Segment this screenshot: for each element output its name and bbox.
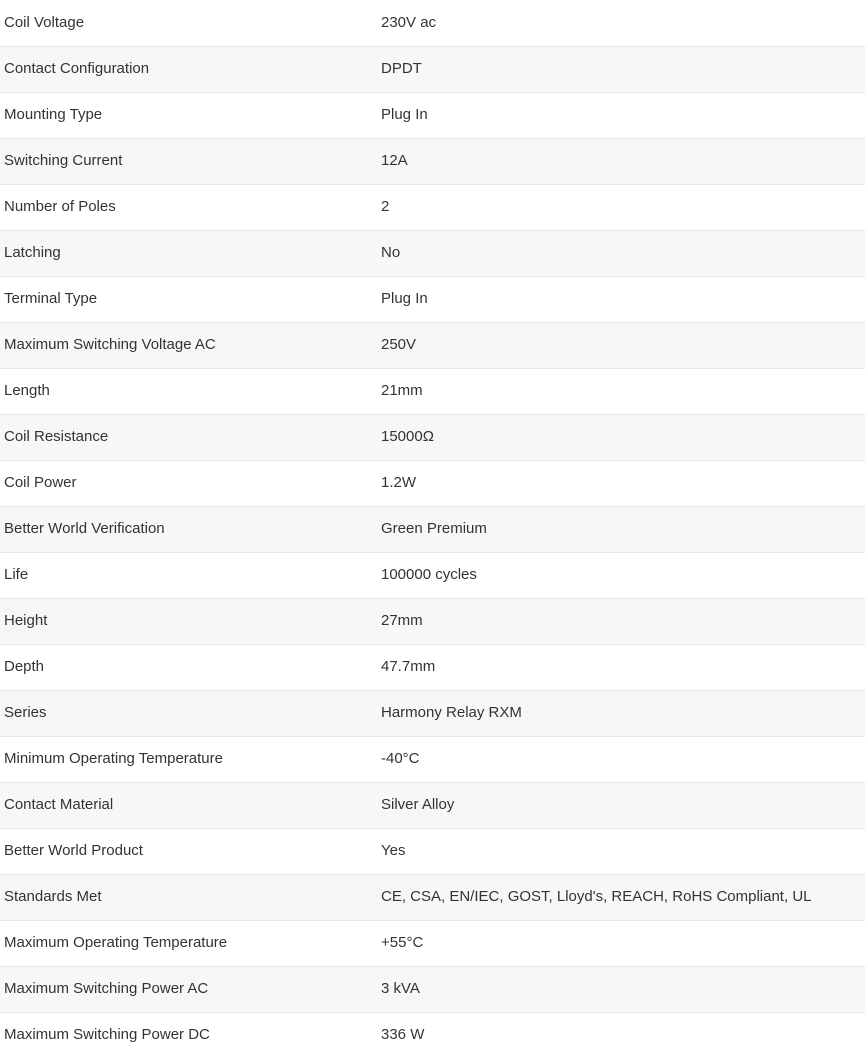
spec-row-min-operating-temperature	[0, 736, 865, 782]
spec-row-depth	[0, 644, 865, 690]
spec-row-series	[0, 690, 865, 736]
spec-label: Contact Material	[0, 782, 381, 828]
spec-label: Height	[0, 598, 381, 644]
spec-label: Standards Met	[0, 874, 381, 920]
spec-value: 12A	[381, 138, 865, 184]
spec-label: Number of Poles	[0, 184, 381, 230]
spec-label: Maximum Operating Temperature	[0, 920, 381, 966]
spec-row-mounting-type	[0, 92, 865, 138]
spec-label: Depth	[0, 644, 381, 690]
spec-row-coil-resistance	[0, 414, 865, 460]
spec-row-coil-power	[0, 460, 865, 506]
spec-value: DPDT	[381, 46, 865, 92]
spec-row-terminal-type	[0, 276, 865, 322]
spec-row-latching	[0, 230, 865, 276]
spec-value: Plug In	[381, 276, 865, 322]
spec-label: Better World Verification	[0, 506, 381, 552]
spec-label: Maximum Switching Voltage AC	[0, 322, 381, 368]
spec-label: Contact Configuration	[0, 46, 381, 92]
spec-row-length	[0, 368, 865, 414]
spec-row-max-switching-power-dc	[0, 1012, 865, 1052]
spec-value: 47.7mm	[381, 644, 865, 690]
spec-row-number-of-poles	[0, 184, 865, 230]
spec-label: Minimum Operating Temperature	[0, 736, 381, 782]
spec-value: 250V	[381, 322, 865, 368]
spec-row-switching-current	[0, 138, 865, 184]
spec-row-height	[0, 598, 865, 644]
spec-value: 27mm	[381, 598, 865, 644]
spec-label: Latching	[0, 230, 381, 276]
spec-value: 1.2W	[381, 460, 865, 506]
spec-value: 15000Ω	[381, 414, 865, 460]
spec-row-max-switching-power-ac	[0, 966, 865, 1012]
spec-label: Mounting Type	[0, 92, 381, 138]
spec-row-contact-configuration	[0, 46, 865, 92]
spec-value: Silver Alloy	[381, 782, 865, 828]
spec-row-better-world-verification	[0, 506, 865, 552]
spec-value: -40°C	[381, 736, 865, 782]
spec-row-max-operating-temperature	[0, 920, 865, 966]
spec-value: 3 kVA	[381, 966, 865, 1012]
spec-label: Length	[0, 368, 381, 414]
spec-row-life	[0, 552, 865, 598]
spec-label: Switching Current	[0, 138, 381, 184]
spec-row-contact-material	[0, 782, 865, 828]
spec-label: Coil Voltage	[0, 0, 381, 46]
spec-value: 230V ac	[381, 0, 865, 46]
spec-row-max-switching-voltage-ac	[0, 322, 865, 368]
spec-label: Maximum Switching Power DC	[0, 1012, 381, 1052]
spec-value: CE, CSA, EN/IEC, GOST, Lloyd's, REACH, RoHS Compliant, UL	[381, 874, 865, 920]
spec-label: Coil Resistance	[0, 414, 381, 460]
spec-label: Life	[0, 552, 381, 598]
spec-row-coil-voltage	[0, 0, 865, 46]
spec-value: 336 W	[381, 1012, 865, 1052]
spec-value: Yes	[381, 828, 865, 874]
spec-value: Plug In	[381, 92, 865, 138]
spec-label: Coil Power	[0, 460, 381, 506]
spec-value: Green Premium	[381, 506, 865, 552]
spec-value: 21mm	[381, 368, 865, 414]
spec-value: +55°C	[381, 920, 865, 966]
spec-value: Harmony Relay RXM	[381, 690, 865, 736]
spec-value: No	[381, 230, 865, 276]
spec-row-standards-met	[0, 874, 865, 920]
spec-label: Maximum Switching Power AC	[0, 966, 381, 1012]
spec-value: 100000 cycles	[381, 552, 865, 598]
spec-row-better-world-product	[0, 828, 865, 874]
spec-label: Better World Product	[0, 828, 381, 874]
spec-label: Series	[0, 690, 381, 736]
spec-label: Terminal Type	[0, 276, 381, 322]
spec-value: 2	[381, 184, 865, 230]
